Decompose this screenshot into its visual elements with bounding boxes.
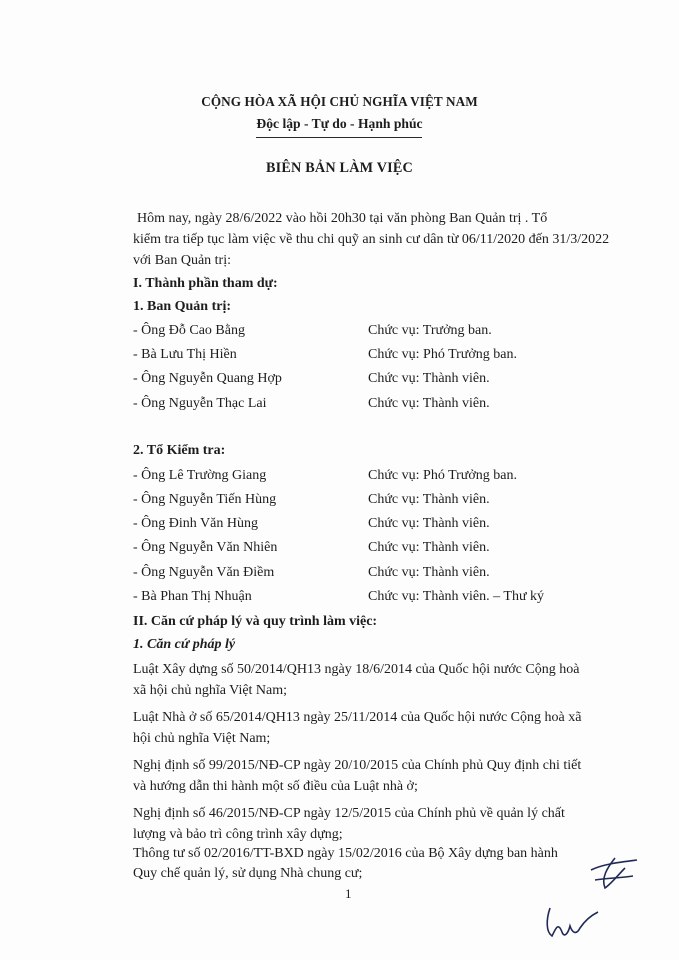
member-name: - Bà Phan Thị Nhuận	[133, 589, 252, 604]
member-name: - Ông Nguyễn Tiến Hùng	[133, 492, 277, 507]
member-role: Chức vụ: Phó Trưởng ban.	[368, 468, 517, 483]
document-title: BIÊN BẢN LÀM VIỆC	[265, 160, 413, 176]
member-role: Chức vụ: Thành viên.	[368, 492, 490, 507]
legal-item-line: Luật Xây dựng số 50/2014/QH13 ngày 18/6/2014 của Quốc hội nước Cộng hoà	[133, 662, 580, 677]
legal-item-line: xã hội chủ nghĩa Việt Nam;	[133, 683, 288, 698]
legal-item-line: và hướng dẫn thi hành một số điều của Luật nhà ở;	[133, 779, 418, 794]
section-2-heading: II. Căn cứ pháp lý và quy trình làm việc:	[133, 614, 378, 629]
member-role: Chức vụ: Thành viên. – Thư ký	[368, 589, 545, 604]
group-1-heading: 1. Ban Quản trị:	[133, 299, 232, 314]
legal-item-line: Quy chế quản lý, sử dụng Nhà chung cư;	[133, 866, 363, 881]
member-name: - Ông Đỗ Cao Bằng	[133, 323, 245, 338]
section-1-heading: I. Thành phần tham dự:	[133, 276, 278, 291]
handwritten-initial-icon	[585, 850, 645, 895]
member-name: - Ông Nguyễn Quang Hợp	[133, 371, 282, 386]
motto-underline	[256, 137, 422, 138]
member-name: - Ông Nguyễn Văn Nhiên	[133, 540, 278, 555]
intro-line-2: kiểm tra tiếp tục làm việc về thu chi quỹ an sinh cư dân từ 06/11/2020 đến 31/3/2022	[133, 232, 610, 247]
member-name: - Ông Nguyễn Văn Điềm	[133, 565, 275, 580]
republic-header: CỘNG HÒA XÃ HỘI CHỦ NGHĨA VIỆT NAM	[201, 94, 478, 109]
member-role: Chức vụ: Trưởng ban.	[368, 323, 492, 338]
member-role: Chức vụ: Thành viên.	[368, 371, 490, 386]
legal-item-line: hội chủ nghĩa Việt Nam;	[133, 731, 271, 746]
page-number: 1	[345, 886, 352, 901]
member-role: Chức vụ: Thành viên.	[368, 396, 490, 411]
member-role: Chức vụ: Phó Trưởng ban.	[368, 347, 517, 362]
handwritten-signature-icon	[540, 902, 610, 947]
group-2-heading: 2. Tổ Kiểm tra:	[133, 443, 226, 458]
legal-item-line: Thông tư số 02/2016/TT-BXD ngày 15/02/2016 của Bộ Xây dựng ban hành	[133, 846, 558, 861]
intro-line-3: với Ban Quản trị:	[133, 253, 231, 268]
member-name: - Ông Đinh Văn Hùng	[133, 516, 258, 531]
legal-item-line: Nghị định số 99/2015/NĐ-CP ngày 20/10/2015 của Chính phủ Quy định chi tiết	[133, 758, 582, 773]
member-name: - Ông Lê Trường Giang	[133, 468, 267, 483]
motto-header: Độc lập - Tự do - Hạnh phúc	[256, 116, 423, 131]
member-name: - Bà Lưu Thị Hiền	[133, 347, 237, 362]
intro-line-1: Hôm nay, ngày 28/6/2022 vào hồi 20h30 tại văn phòng Ban Quản trị . Tổ	[137, 211, 548, 226]
legal-item-line: Nghị định số 46/2015/NĐ-CP ngày 12/5/2015 của Chính phủ về quản lý chất	[133, 806, 565, 821]
legal-item-line: lượng và bảo trì công trình xây dựng;	[133, 827, 343, 842]
member-role: Chức vụ: Thành viên.	[368, 565, 490, 580]
member-role: Chức vụ: Thành viên.	[368, 516, 490, 531]
legal-basis-subheading: 1. Căn cứ pháp lý	[133, 637, 236, 652]
member-role: Chức vụ: Thành viên.	[368, 540, 490, 555]
legal-item-line: Luật Nhà ở số 65/2014/QH13 ngày 25/11/2014 của Quốc hội nước Cộng hoà xã	[133, 710, 582, 725]
member-name: - Ông Nguyễn Thạc Lai	[133, 396, 267, 411]
